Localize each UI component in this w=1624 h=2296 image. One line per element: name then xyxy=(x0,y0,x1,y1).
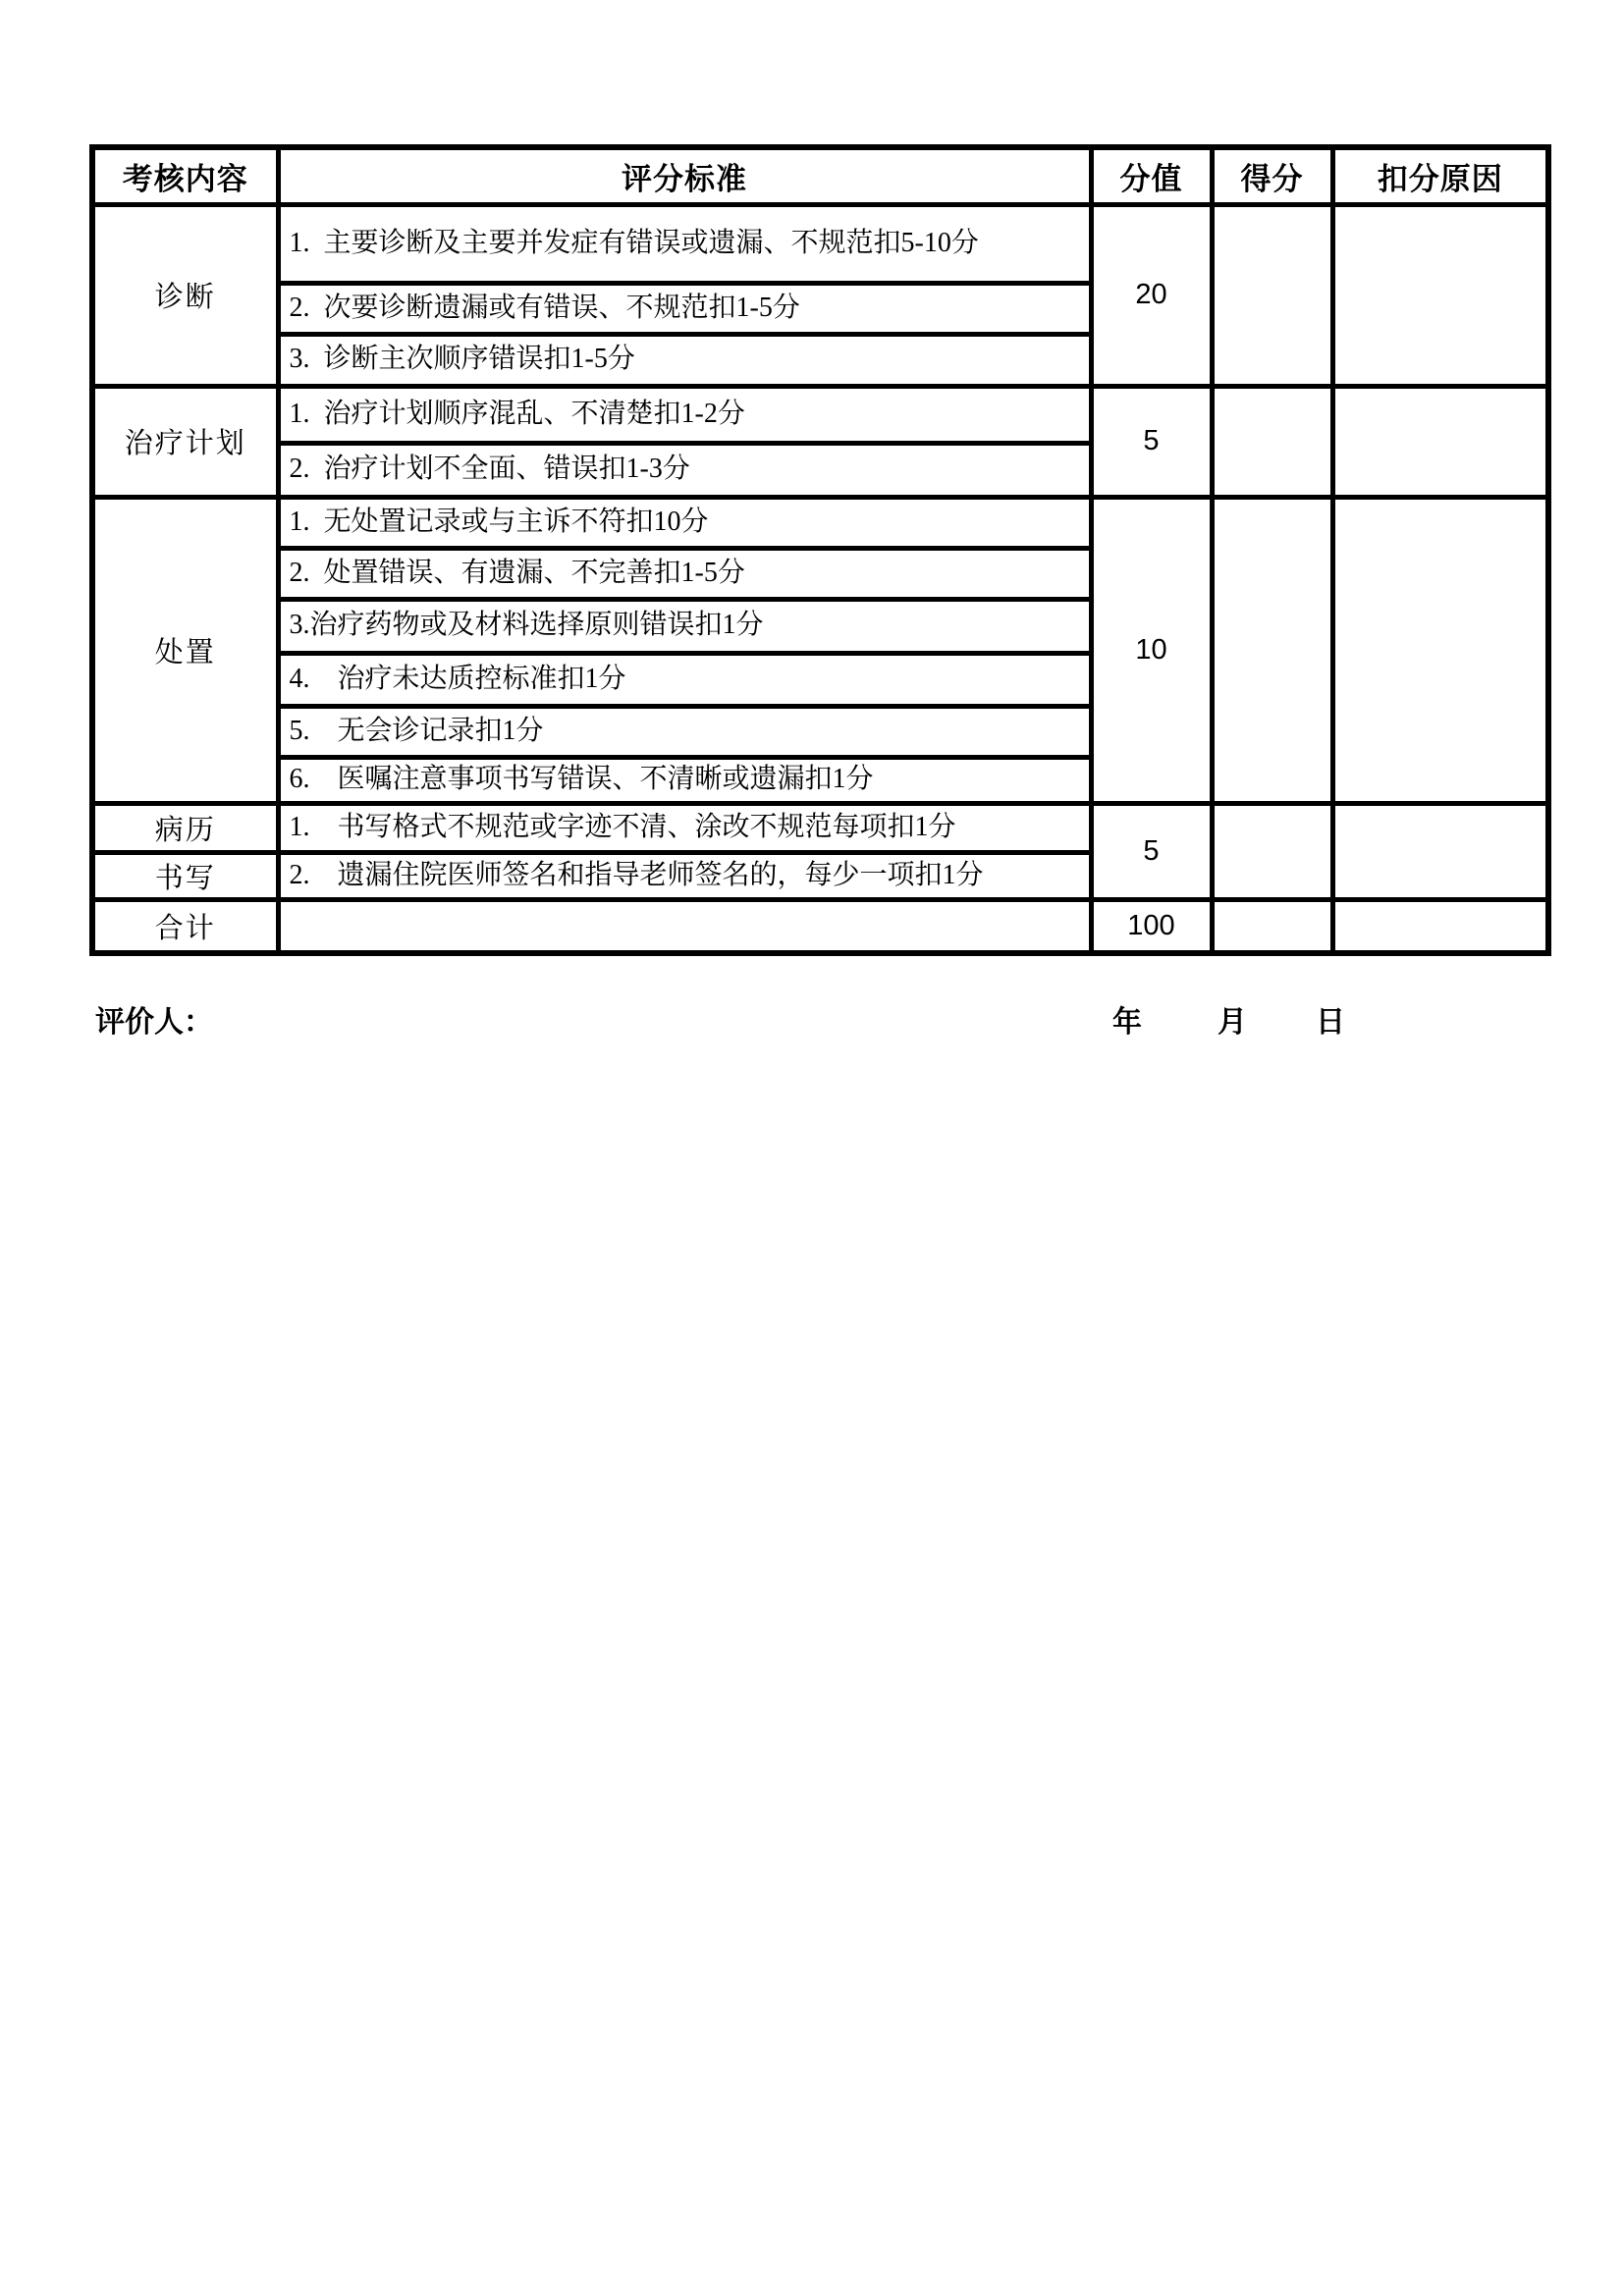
points-value-cell: 100 xyxy=(1091,899,1212,953)
points-value-cell: 20 xyxy=(1091,204,1212,386)
criterion-cell: 2. 处置错误、有遗漏、不完善扣1-5分 xyxy=(278,548,1091,599)
evaluator-label: 评价人： xyxy=(95,1006,213,1039)
table-row xyxy=(92,497,1548,548)
deduction-reason-cell xyxy=(1332,803,1548,899)
year-label: 年 xyxy=(1112,1006,1142,1039)
criterion-cell: 3.治疗药物或及材料选择原则错误扣1分 xyxy=(278,599,1091,653)
table-row xyxy=(92,803,1548,852)
signature-date-line xyxy=(89,997,1545,1041)
criterion-cell xyxy=(278,899,1091,953)
assessment-score-table xyxy=(89,144,1551,956)
day-label: 日 xyxy=(1316,1006,1345,1039)
score-input-cell xyxy=(1212,204,1332,386)
criterion-cell: 3. 诊断主次顺序错误扣1-5分 xyxy=(278,334,1091,386)
score-input-cell xyxy=(1212,386,1332,497)
section-label-total: 合计 xyxy=(92,899,278,953)
col-header-score-obtained: 得分 xyxy=(1212,147,1332,204)
deduction-reason-cell xyxy=(1332,386,1548,497)
table-row xyxy=(92,386,1548,443)
score-input-cell xyxy=(1212,803,1332,899)
deduction-reason-cell xyxy=(1332,204,1548,386)
month-label: 月 xyxy=(1218,1006,1247,1039)
col-header-assessment-content: 考核内容 xyxy=(92,147,278,204)
section-label-treatment-plan: 治疗计划 xyxy=(92,386,278,497)
points-value-cell: 10 xyxy=(1091,497,1212,803)
deduction-reason-cell xyxy=(1332,899,1548,953)
col-header-deduction-reason: 扣分原因 xyxy=(1332,147,1548,204)
points-value-cell: 5 xyxy=(1091,386,1212,497)
deduction-reason-cell xyxy=(1332,497,1548,803)
points-value-cell: 5 xyxy=(1091,803,1212,899)
criterion-cell: 1. 主要诊断及主要并发症有错误或遗漏、不规范扣5-10分 xyxy=(278,204,1091,283)
table-row xyxy=(92,204,1548,283)
table-row xyxy=(92,899,1548,953)
score-input-cell xyxy=(1212,899,1332,953)
criterion-cell: 2. 遗漏住院医师签名和指导老师签名的，每少一项扣1分 xyxy=(278,852,1091,899)
criterion-cell: 4. 治疗未达质控标准扣1分 xyxy=(278,653,1091,706)
criterion-cell: 2. 治疗计划不全面、错误扣1-3分 xyxy=(278,443,1091,497)
criterion-cell: 1. 书写格式不规范或字迹不清、涂改不规范每项扣1分 xyxy=(278,803,1091,852)
section-label-writing: 书写 xyxy=(92,852,278,899)
section-label-diagnosis: 诊断 xyxy=(92,204,278,386)
col-header-points: 分值 xyxy=(1091,147,1212,204)
criterion-cell: 5. 无会诊记录扣1分 xyxy=(278,706,1091,757)
col-header-scoring-criteria: 评分标准 xyxy=(278,147,1091,204)
section-label-medical-record: 病历 xyxy=(92,803,278,852)
table-header-row xyxy=(92,147,1548,204)
criterion-cell: 1. 无处置记录或与主诉不符扣10分 xyxy=(278,497,1091,548)
criterion-cell: 1. 治疗计划顺序混乱、不清楚扣1-2分 xyxy=(278,386,1091,443)
criterion-cell: 2. 次要诊断遗漏或有错误、不规范扣1-5分 xyxy=(278,283,1091,334)
section-label-disposal: 处置 xyxy=(92,497,278,803)
score-input-cell xyxy=(1212,497,1332,803)
criterion-cell: 6. 医嘱注意事项书写错误、不清晰或遗漏扣1分 xyxy=(278,757,1091,803)
